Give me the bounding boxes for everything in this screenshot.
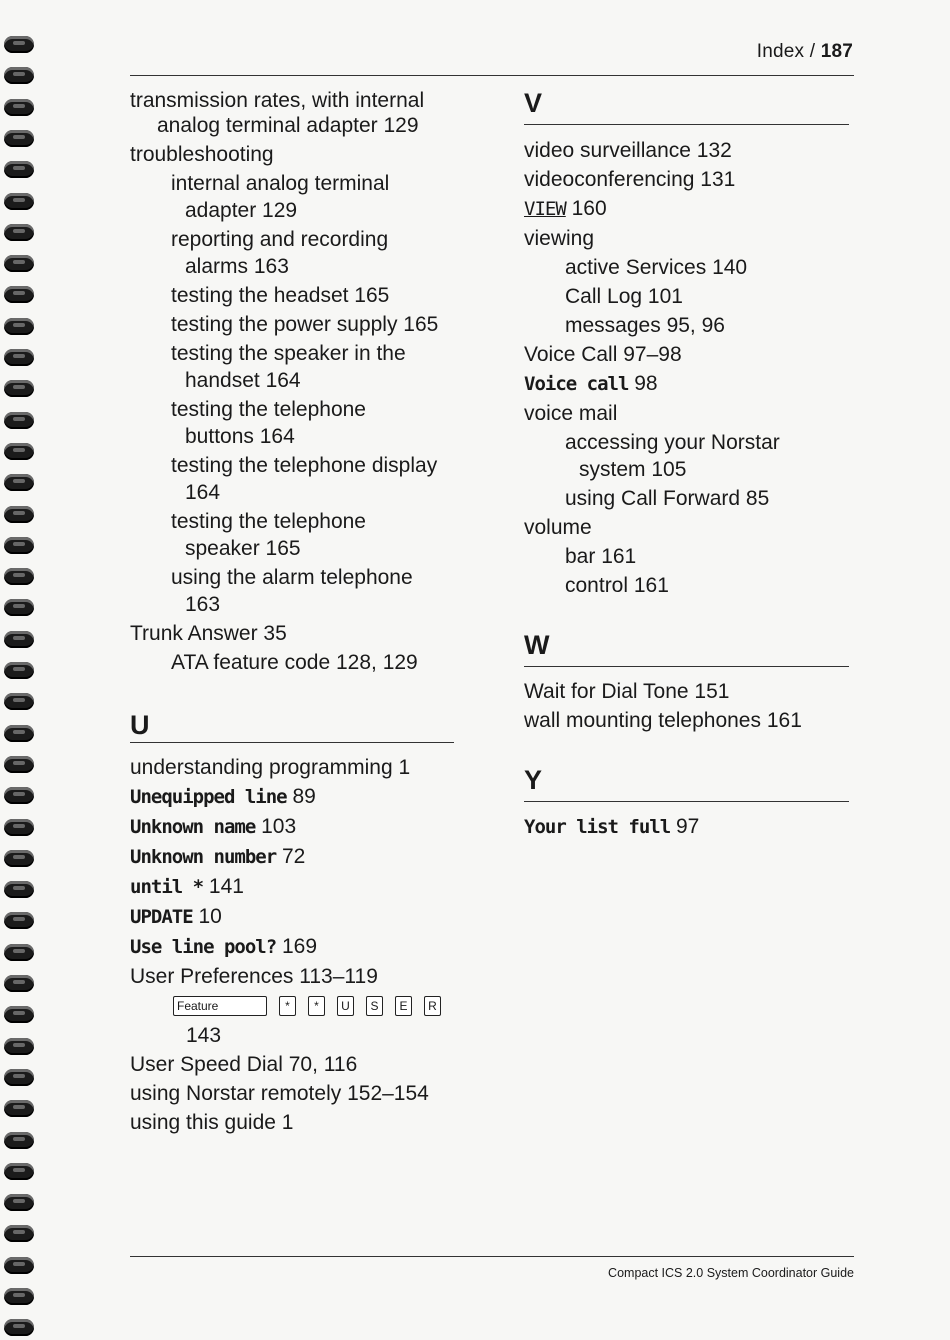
binding-ring bbox=[4, 255, 34, 272]
index-column-right bbox=[524, 86, 854, 842]
index-term: accessing your Norstar bbox=[565, 431, 780, 454]
index-term: using Call Forward bbox=[565, 487, 741, 510]
index-page-ref: 1 bbox=[398, 756, 411, 779]
index-page-ref: 131 bbox=[700, 168, 736, 191]
index-entry bbox=[524, 677, 854, 706]
binding-ring bbox=[4, 756, 34, 773]
index-term: messages bbox=[565, 314, 661, 337]
index-entry: speaker 165 bbox=[185, 537, 301, 560]
binding-ring bbox=[4, 193, 34, 210]
keypad-page: 143 bbox=[186, 1024, 222, 1047]
y-entries bbox=[524, 812, 854, 842]
index-page-ref: 103 bbox=[261, 815, 297, 838]
binding-ring bbox=[4, 1194, 34, 1211]
keypad-key: U bbox=[337, 996, 354, 1016]
index-term: User Preferences bbox=[130, 965, 294, 988]
index-term: volume bbox=[524, 516, 592, 539]
binding-ring bbox=[4, 412, 34, 429]
index-entry bbox=[524, 282, 854, 311]
index-entry bbox=[130, 812, 470, 842]
index-page-ref: 169 bbox=[282, 935, 318, 958]
section-rule-v bbox=[524, 124, 849, 125]
index-entry: alarms 163 bbox=[185, 255, 289, 278]
binding-ring bbox=[4, 1225, 34, 1242]
index-term: until * bbox=[130, 876, 204, 898]
index-entry: testing the power supply 165 bbox=[171, 313, 439, 336]
binding-ring bbox=[4, 568, 34, 585]
page-number: 187 bbox=[820, 41, 853, 62]
index-entry bbox=[524, 399, 854, 428]
index-term: system bbox=[579, 458, 646, 481]
index-page-ref: 151 bbox=[694, 680, 730, 703]
index-term: Voice call bbox=[524, 373, 629, 395]
index-entry bbox=[130, 782, 470, 812]
header-section: Index / bbox=[756, 41, 816, 62]
index-entry bbox=[130, 962, 470, 991]
index-term: VIEW bbox=[524, 198, 566, 220]
index-term: wall mounting telephones bbox=[524, 709, 761, 732]
index-entry: internal analog terminal bbox=[171, 172, 390, 195]
binding-ring bbox=[4, 537, 34, 554]
index-page-ref: 98 bbox=[634, 372, 658, 395]
index-entry bbox=[524, 812, 854, 842]
index-page-ref: 89 bbox=[292, 785, 316, 808]
section-letter-w: W bbox=[524, 630, 550, 660]
index-page-ref: 95, 96 bbox=[666, 314, 725, 337]
index-entry bbox=[130, 1079, 470, 1108]
section-letter-u: U bbox=[130, 710, 150, 740]
binding-ring bbox=[4, 662, 34, 679]
v-entries bbox=[524, 136, 854, 600]
index-term: Wait for Dial Tone bbox=[524, 680, 689, 703]
index-entry bbox=[524, 165, 854, 194]
section-letter-y: Y bbox=[524, 765, 543, 795]
w-entries bbox=[524, 677, 854, 735]
binding-ring bbox=[4, 130, 34, 147]
index-entry: testing the telephone display bbox=[171, 454, 438, 477]
index-page-ref: 113–119 bbox=[299, 965, 378, 988]
index-entry: using the alarm telephone bbox=[171, 566, 413, 589]
index-entry: testing the telephone bbox=[171, 398, 366, 421]
index-term: Unequipped line bbox=[130, 786, 287, 808]
keypad-key: * bbox=[279, 996, 296, 1016]
binding-ring bbox=[4, 67, 34, 84]
index-entry bbox=[524, 369, 854, 399]
index-page-ref: 72 bbox=[282, 845, 306, 868]
index-column-left bbox=[130, 86, 470, 1137]
index-term: Call Log bbox=[565, 285, 643, 308]
binding-ring bbox=[4, 1163, 34, 1180]
index-entry bbox=[130, 872, 470, 902]
keypad-key: R bbox=[424, 996, 441, 1016]
index-page-ref: 152–154 bbox=[347, 1082, 429, 1105]
index-page-ref: 141 bbox=[208, 875, 244, 898]
keypad-key: * bbox=[308, 996, 325, 1016]
keypad-key: E bbox=[395, 996, 412, 1016]
binding-ring bbox=[4, 1100, 34, 1117]
index-entry bbox=[524, 194, 854, 224]
binding-ring bbox=[4, 506, 34, 523]
spiral-binding bbox=[0, 0, 44, 1340]
index-page-ref: 101 bbox=[647, 285, 683, 308]
index-entry bbox=[524, 706, 854, 735]
index-entry bbox=[524, 513, 854, 542]
index-term: using this guide bbox=[130, 1111, 276, 1134]
index-entry: analog terminal adapter 129 bbox=[157, 114, 419, 137]
index-entry bbox=[524, 224, 854, 253]
index-entry bbox=[130, 932, 470, 962]
index-entry bbox=[524, 571, 854, 600]
binding-ring bbox=[4, 318, 34, 335]
index-entry bbox=[130, 1108, 470, 1137]
section-letter-v: V bbox=[524, 88, 543, 118]
index-entry bbox=[130, 1050, 470, 1079]
binding-ring bbox=[4, 725, 34, 742]
binding-ring bbox=[4, 1006, 34, 1023]
index-page-ref: 10 bbox=[198, 905, 222, 928]
index-page-ref: 97–98 bbox=[623, 343, 682, 366]
index-entry bbox=[524, 542, 854, 571]
index-entry bbox=[524, 484, 854, 513]
index-term: Unknown name bbox=[130, 816, 256, 838]
index-entry: 163 bbox=[185, 593, 221, 616]
index-entry bbox=[130, 902, 470, 932]
t-entries bbox=[130, 86, 470, 677]
section-rule-y bbox=[524, 801, 849, 802]
binding-ring bbox=[4, 975, 34, 992]
binding-ring bbox=[4, 850, 34, 867]
index-term: bar bbox=[565, 545, 596, 568]
index-term: video surveillance bbox=[524, 139, 691, 162]
index-term: control bbox=[565, 574, 629, 597]
index-term: Unknown number bbox=[130, 846, 277, 868]
index-term: Voice Call bbox=[524, 343, 618, 366]
binding-ring bbox=[4, 36, 34, 53]
index-entry bbox=[130, 753, 470, 782]
binding-ring bbox=[4, 349, 34, 366]
index-term: UPDATE bbox=[130, 906, 193, 928]
binding-ring bbox=[4, 1132, 34, 1149]
binding-ring bbox=[4, 912, 34, 929]
binding-ring bbox=[4, 380, 34, 397]
index-page-ref: 70, 116 bbox=[288, 1053, 358, 1076]
index-entry: troubleshooting bbox=[130, 143, 274, 166]
binding-ring bbox=[4, 944, 34, 961]
index-entry: reporting and recording bbox=[171, 228, 389, 251]
binding-ring bbox=[4, 443, 34, 460]
header-rule bbox=[130, 75, 854, 76]
binding-ring bbox=[4, 1288, 34, 1305]
index-entry: testing the speaker in the bbox=[171, 342, 406, 365]
index-entry bbox=[524, 311, 854, 340]
index-entry: buttons 164 bbox=[185, 425, 295, 448]
u-entries bbox=[130, 753, 470, 991]
index-entry: transmission rates, with internal bbox=[130, 89, 425, 112]
index-entry: 164 bbox=[185, 481, 221, 504]
index-term: using Norstar remotely bbox=[130, 1082, 342, 1105]
index-term: Use line pool? bbox=[130, 936, 277, 958]
index-entry: testing the telephone bbox=[171, 510, 366, 533]
index-page-ref: 161 bbox=[601, 545, 637, 568]
index-term: voice mail bbox=[524, 402, 618, 425]
index-entry bbox=[524, 428, 854, 457]
index-entry: testing the headset 165 bbox=[171, 284, 390, 307]
section-rule-w bbox=[524, 666, 849, 667]
binding-ring bbox=[4, 474, 34, 491]
page-header bbox=[757, 41, 853, 63]
binding-ring bbox=[4, 1319, 34, 1336]
index-page-ref: 161 bbox=[633, 574, 669, 597]
index-page-ref: 160 bbox=[571, 197, 607, 220]
keypad-key: Feature bbox=[173, 996, 267, 1016]
index-page-ref: 161 bbox=[766, 709, 802, 732]
index-entry bbox=[524, 253, 854, 282]
keypad-key: S bbox=[366, 996, 383, 1016]
binding-ring bbox=[4, 881, 34, 898]
index-term: understanding programming bbox=[130, 756, 393, 779]
section-rule-u bbox=[130, 742, 454, 743]
index-page-ref: 140 bbox=[712, 256, 748, 279]
footer-rule bbox=[130, 1256, 854, 1257]
index-entry: ATA feature code 128, 129 bbox=[171, 651, 418, 674]
index-page-ref: 132 bbox=[696, 139, 732, 162]
index-entry: Trunk Answer 35 bbox=[130, 622, 287, 645]
page-footer: Compact ICS 2.0 System Coordinator Guide bbox=[608, 1266, 854, 1280]
index-term: User Speed Dial bbox=[130, 1053, 283, 1076]
index-entry bbox=[524, 136, 854, 165]
binding-ring bbox=[4, 286, 34, 303]
binding-ring bbox=[4, 224, 34, 241]
binding-ring bbox=[4, 1038, 34, 1055]
index-term: active Services bbox=[565, 256, 707, 279]
binding-ring bbox=[4, 99, 34, 116]
index-term: Your list full bbox=[524, 816, 671, 838]
index-page-ref: 85 bbox=[745, 487, 770, 510]
binding-ring bbox=[4, 693, 34, 710]
u-entries-continued bbox=[130, 1050, 470, 1137]
binding-ring bbox=[4, 1257, 34, 1274]
index-entry bbox=[524, 340, 854, 369]
index-entry bbox=[524, 455, 854, 484]
index-term: videoconferencing bbox=[524, 168, 695, 191]
binding-ring bbox=[4, 787, 34, 804]
index-entry bbox=[130, 842, 470, 872]
binding-ring bbox=[4, 819, 34, 836]
index-entry: adapter 129 bbox=[185, 199, 298, 222]
index-page-ref: 105 bbox=[651, 458, 687, 481]
binding-ring bbox=[4, 631, 34, 648]
keypad-sequence bbox=[130, 991, 470, 1021]
index-page-ref: 97 bbox=[676, 815, 700, 838]
binding-ring bbox=[4, 161, 34, 178]
index-page-ref: 1 bbox=[281, 1111, 294, 1134]
binding-ring bbox=[4, 1069, 34, 1086]
index-entry: handset 164 bbox=[185, 369, 301, 392]
index-term: viewing bbox=[524, 227, 595, 250]
binding-ring bbox=[4, 599, 34, 616]
